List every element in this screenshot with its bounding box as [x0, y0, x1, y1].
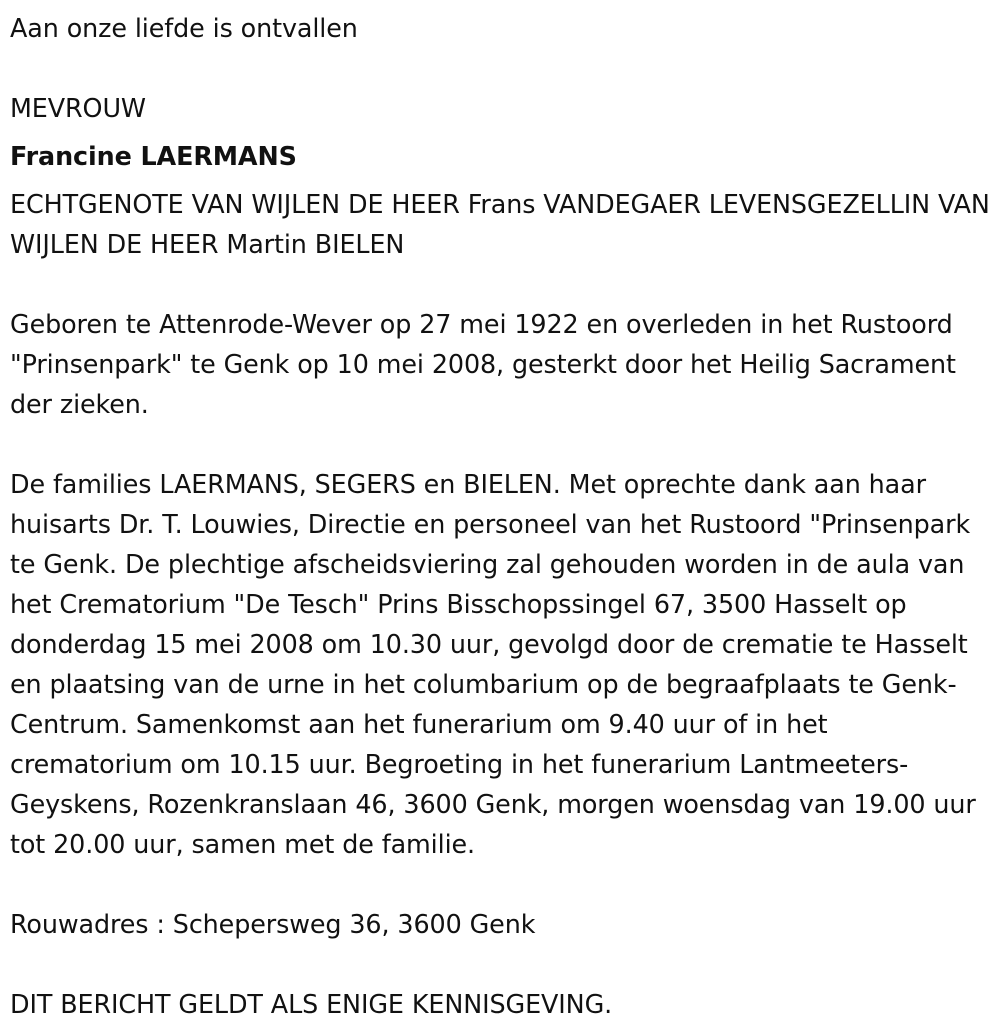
spacer — [10, 864, 990, 904]
spacer — [10, 944, 990, 984]
salutation: MEVROUW — [10, 93, 146, 123]
mourning-address: Rouwadres : Schepersweg 36, 3600 Genk — [10, 909, 536, 939]
notice-text: DIT BERICHT GELDT ALS ENIGE KENNISGEVING. — [10, 989, 613, 1019]
intro-text: Aan onze liefde is ontvallen — [10, 13, 358, 43]
birth-death-text: Geboren te Attenrode-Wever op 27 mei 1922 en overleden in het Rustoord "Prinsenpark" te Genk op 10 mei 2008, gesterkt door het Heilig Sacrament der zieken. — [10, 309, 956, 419]
spacer — [10, 264, 990, 304]
deceased-name: Francine LAERMANS — [10, 141, 297, 171]
families-paragraph: De families LAERMANS, SEGERS en BIELEN. Met oprechte dank aan haar huisarts Dr. T. Louwies, Directie en personeel van het Rustoord "Prinsenpark te Genk. De plechtige afscheidsviering zal gehouden worden in de aula van het Crematorium "De Tesch" Prins Bisschopssingel 67, 3500 Hasselt op donderdag 15 mei 2008 om 10.30 uur, gevolgd door de crematie te Hasselt en plaatsing van de urne in het columbarium op de begraafplaats te Genk-Centrum. Samenkomst aan het funerarium om 9.40 uur of in het crematorium om 10.15 uur. Begroeting in het funerarium Lantmeeters-Geyskens, Rozenkranslaan 46, 3600 Genk, morgen woensdag van 19.00 uur tot 20.00 uur, samen met de familie. — [10, 469, 976, 859]
relation-text: ECHTGENOTE VAN WIJLEN DE HEER Frans VANDEGAER LEVENSGEZELLIN VAN WIJLEN DE HEER Martin BIELEN — [10, 189, 990, 259]
spacer — [10, 424, 990, 464]
spacer — [10, 48, 990, 88]
